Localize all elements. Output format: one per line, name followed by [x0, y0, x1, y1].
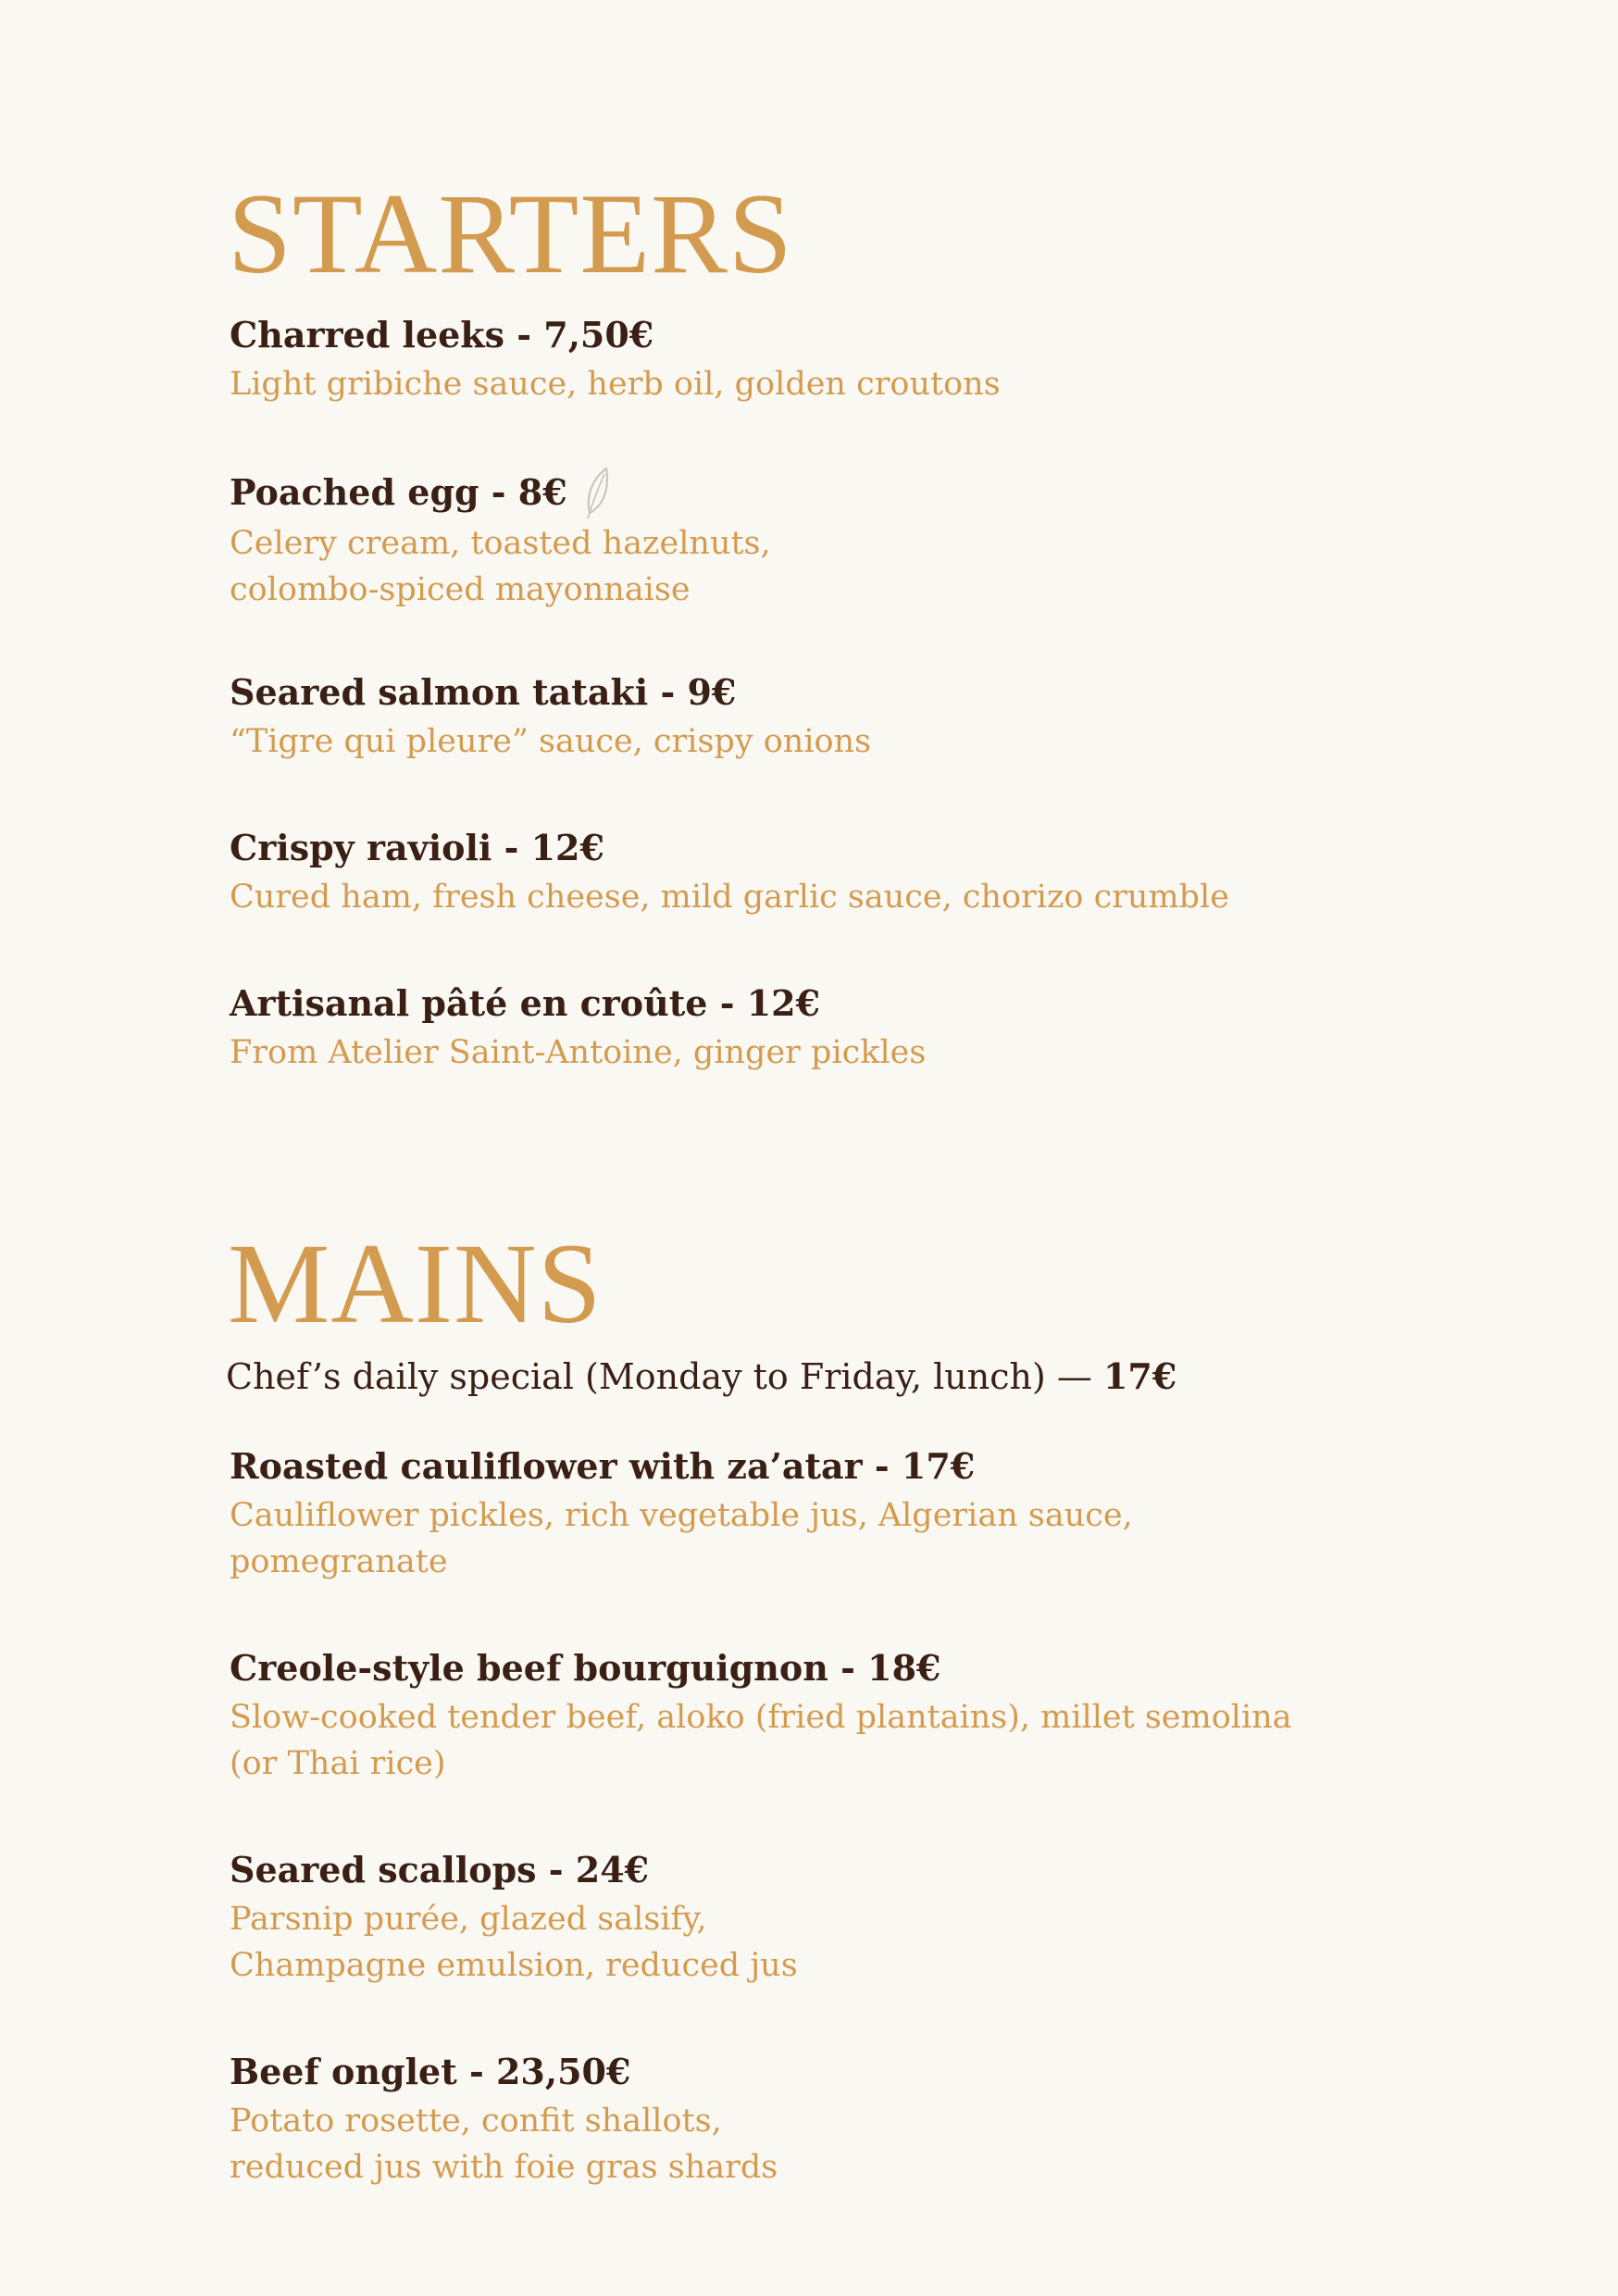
item-description-line: Light gribiche sauce, herb oil, golden croutons	[230, 366, 1001, 403]
item-description-line: Champagne emulsion, reduced jus	[230, 1947, 798, 1984]
item-name: Crispy ravioli - 12€	[230, 827, 604, 868]
item-description-line: Cured ham, fresh cheese, mild garlic sauce, chorizo crumble	[230, 879, 1229, 916]
item-description-line: Celery cream, toasted hazelnuts,	[230, 525, 771, 562]
menu-item	[230, 1844, 1433, 1989]
item-name: Artisanal pâté en croûte - 12€	[230, 982, 821, 1024]
menu-item	[230, 465, 1433, 613]
item-description-line: pomegranate	[230, 1543, 448, 1580]
item-description	[230, 2098, 1433, 2190]
mains-title: MAINS	[228, 1220, 603, 1347]
item-description	[230, 361, 1433, 407]
item-description-line: Potato rosette, confit shallots,	[230, 2103, 722, 2140]
daily-special-price: 17€	[1102, 1355, 1177, 1397]
item-name: Roasted cauliflower with za’atar - 17€	[230, 1445, 976, 1487]
daily-special-text: Chef’s daily special (Monday to Friday, lunch) —	[226, 1356, 1103, 1397]
item-description	[230, 520, 1433, 613]
menu-item	[230, 309, 1433, 407]
menu-item	[230, 667, 1433, 765]
menu-item	[230, 1642, 1433, 1787]
leaf-icon	[582, 465, 614, 520]
item-description-line: “Tigre qui pleure” sauce, crispy onions	[230, 723, 872, 760]
menu-item	[230, 822, 1433, 920]
item-description-line: reduced jus with foie gras shards	[230, 2149, 778, 2186]
item-name: Beef onglet - 23,50€	[230, 2051, 631, 2092]
item-description-line: colombo-spiced mayonnaise	[230, 571, 691, 608]
item-name: Seared salmon tataki - 9€	[230, 671, 737, 713]
item-description-line: (or Thai rice)	[230, 1745, 446, 1782]
mains-section	[226, 1215, 1433, 2248]
item-name-row	[230, 465, 1433, 520]
item-description	[230, 1694, 1433, 1787]
item-description-line: Cauliflower pickles, rich vegetable jus, Algerian sauce,	[230, 1497, 1133, 1534]
item-name: Seared scallops - 24€	[230, 1849, 650, 1890]
menu-item	[230, 2046, 1433, 2190]
item-description	[230, 718, 1433, 765]
item-name: Poached egg - 8€	[230, 471, 567, 513]
starters-section	[230, 165, 1433, 1133]
item-description-line: Slow-cooked tender beef, aloko (fried plantains), millet semolina	[230, 1699, 1292, 1736]
item-description	[230, 1896, 1433, 1989]
item-description	[230, 1492, 1433, 1585]
item-description-line: From Atelier Saint-Antoine, ginger pickles	[230, 1034, 927, 1071]
starters-title: STARTERS	[228, 170, 793, 297]
item-name: Charred leeks - 7,50€	[230, 314, 654, 356]
menu-item	[230, 978, 1433, 1076]
daily-special	[226, 1354, 1433, 1400]
item-name: Creole-style beef bourguignon - 18€	[230, 1647, 941, 1689]
item-description	[230, 1029, 1433, 1076]
item-description-line: Parsnip purée, glazed salsify,	[230, 1901, 707, 1938]
item-description	[230, 874, 1433, 920]
menu-item	[230, 1441, 1433, 1585]
